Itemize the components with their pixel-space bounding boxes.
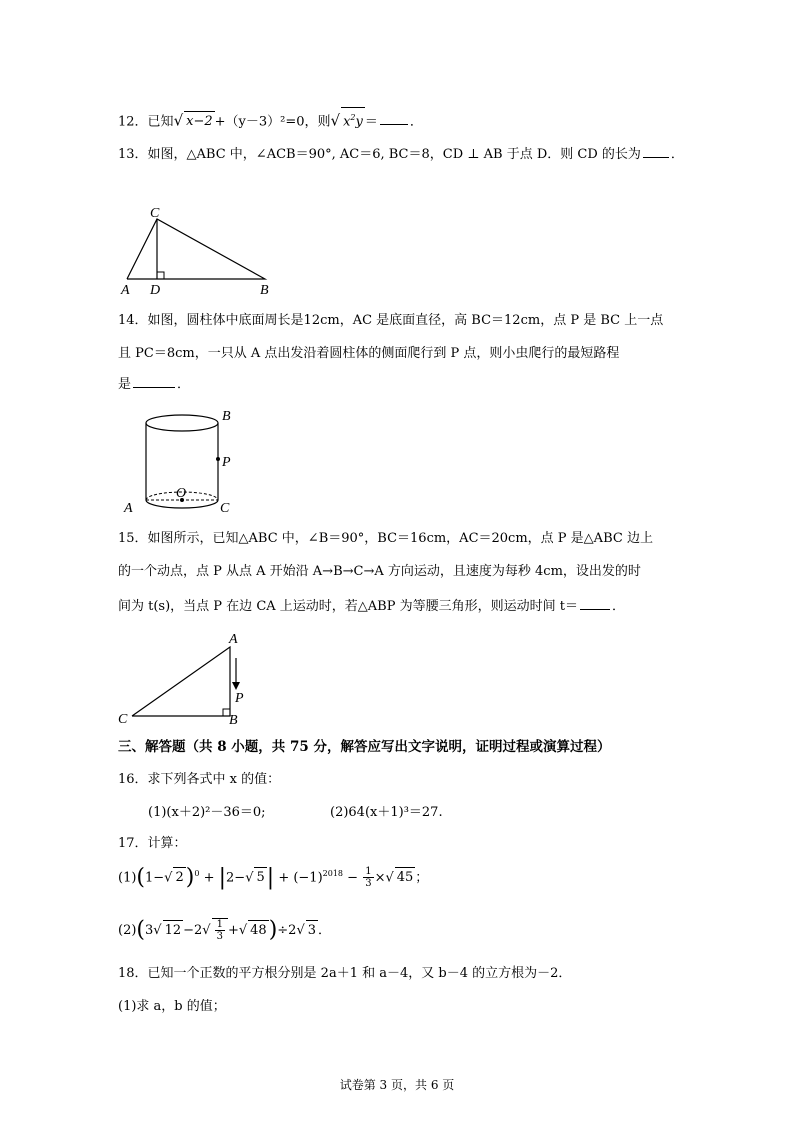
label-c: C: [150, 206, 160, 221]
label-c: C: [220, 501, 230, 516]
label-o: O: [176, 486, 187, 501]
figure-14-cylinder: [112, 402, 232, 517]
label-b: B: [229, 713, 238, 728]
question-number: 12．: [118, 114, 148, 130]
label-p: P: [222, 455, 231, 470]
question-15-line-1: 15．如图所示，已知△ABC 中，∠B＝90°，BC＝16cm，AC＝20cm，点 P 是△ABC 边上: [118, 531, 653, 546]
question-14-line-2: 且 PC＝8cm，一只从 A 点出发沿着圆柱体的侧面爬行到 P 点，则小虫爬行的最短路程: [118, 346, 620, 361]
question-15-line-3: 间为 t(s)，当点 P 在边 CA 上运动时，若△ABP 为等腰三角形，则运动时间 t＝ ．: [118, 599, 625, 614]
answer-blank: [643, 145, 669, 158]
question-16-title: 16．求下列各式中 x 的值：: [118, 772, 281, 787]
page-footer: 试卷第 3 页，共 6 页: [339, 1078, 455, 1092]
answer-blank: [133, 375, 175, 388]
question-17-part-1: (1)(1−√ 2)$^0$ + |2−√ $5| + (-1)^{2018}$ − $\frac{1}{3}$ ×√ 45 ；: [118, 864, 429, 890]
question-16-part-2: (2)64(x＋1)³＝27.: [330, 805, 443, 820]
label-a: A: [121, 283, 130, 297]
answer-blank: [380, 112, 408, 125]
label-b: B: [260, 283, 269, 297]
question-18-line-1: 18．已知一个正数的平方根分别是 2a＋1 和 a－4，又 b－4 的立方根为－2．: [118, 966, 572, 981]
label-a: A: [124, 501, 133, 516]
label-p: P: [235, 691, 244, 706]
label-b: B: [222, 409, 231, 424]
question-14-line-3: 是 ．: [118, 377, 191, 392]
figure-15-triangle: [112, 630, 262, 730]
sqrt-x-minus-2: x−2: [184, 111, 215, 132]
question-14-line-1: 14．如图，圆柱体中底面周长是12cm，AC 是底面直径，高 BC＝12cm，点 P 是 BC 上一点: [118, 313, 664, 328]
section-3-heading: 三、解答题（共 8 小题，共 75 分，解答应写出文字说明，证明过程或演算过程）: [118, 739, 611, 755]
label-a: A: [229, 632, 238, 647]
question-17-title: 17．计算：: [118, 836, 187, 851]
question-16-part-1: (1)(x＋2)²－36＝0;: [148, 805, 266, 820]
sqrt-x2y: $x^2y$: [341, 107, 365, 132]
question-13: 13．如图，△ABC 中，∠ACB＝90°, AC＝6, BC＝8，CD ⊥ AB 于点 D．则 CD 的长为 ．: [118, 147, 684, 162]
label-d: D: [150, 283, 161, 297]
label-c: C: [118, 712, 128, 727]
figure-13-triangle: [112, 202, 282, 297]
question-12: 12．已知√ x−2 +（y－3）²=0，则√ $x^2y$ ＝ ．: [118, 107, 423, 132]
question-17-part-2: (2)(3√ 12 −2√ $\frac{1}{3}$ +√ 48)÷2√ 3 ．: [118, 917, 332, 943]
answer-blank: [580, 597, 610, 610]
question-18-part-1: (1)求 a，b 的值；: [118, 999, 226, 1014]
question-15-line-2: 的一个动点，点 P 从点 A 开始沿 A→B→C→A 方向运动，且速度为每秒 4cm，设出发的时: [118, 564, 641, 579]
